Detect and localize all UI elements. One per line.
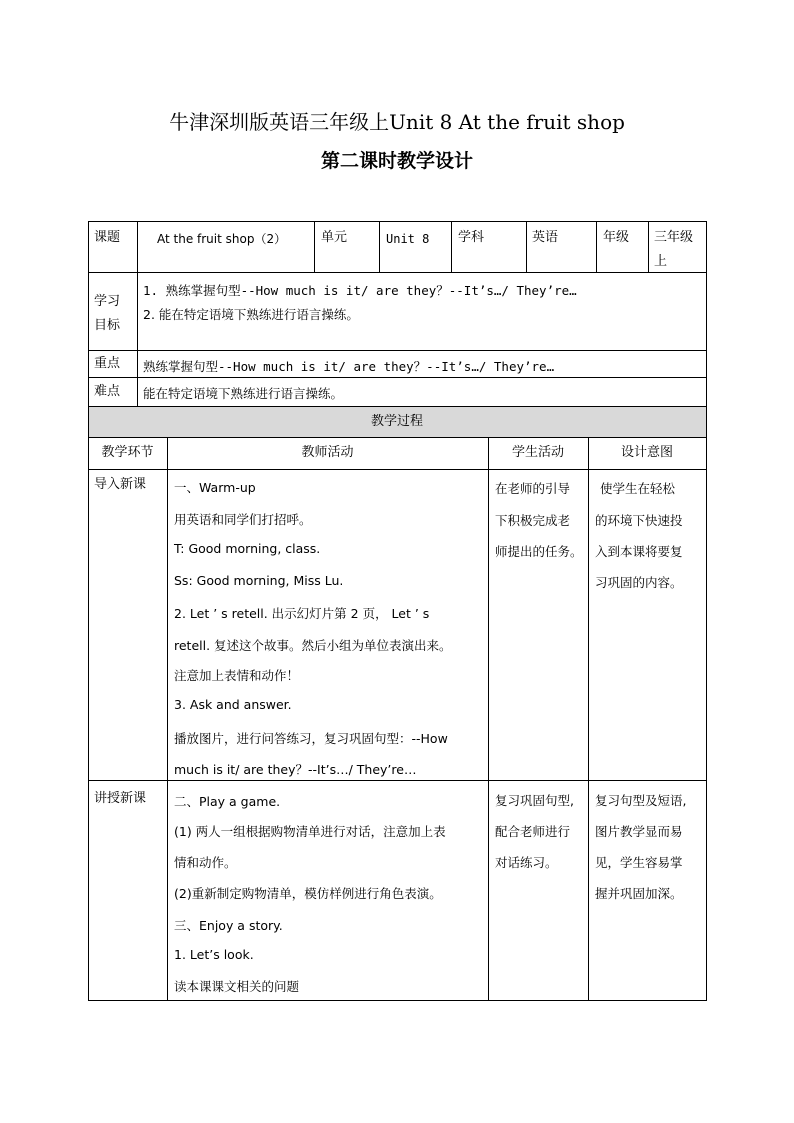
teacher-line: 读本课课文相关的问题 xyxy=(174,979,300,994)
intent-line: 习巩固的内容。 xyxy=(595,575,683,590)
goal-2: 2. 能在特定语境下熟练进行语言操练。 xyxy=(143,307,359,322)
goal-1: 1. 熟练掌握句型--How much is it/ are they？--It’s…/ They’re… xyxy=(143,283,577,298)
goals-label-line2: 目标 xyxy=(94,318,121,333)
student-line: 师提出的任务。 xyxy=(495,544,583,559)
teacher-line: 注意加上表情和动作！ xyxy=(174,668,300,683)
grade-value-line2: 上 xyxy=(654,254,668,269)
intent-line: 见，学生容易掌 xyxy=(595,855,683,870)
grade-label: 年级 xyxy=(603,230,630,245)
teacher-line: 一、Warm-up xyxy=(174,480,256,495)
teacher-line: (2)重新制定购物清单，模仿样例进行角色表演。 xyxy=(174,886,442,901)
document-title: 牛津深圳版英语三年级上Unit 8 At the fruit shop xyxy=(169,110,625,134)
teacher-line: 2. Let ’ s retell. 出示幻灯片第 2 页， Let ’ s xyxy=(174,606,430,621)
teacher-line: 1. Let’s look. xyxy=(174,947,254,962)
teacher-line: 3. Ask and answer. xyxy=(174,697,292,712)
process-header: 教学过程 xyxy=(370,414,423,429)
teacher-line: Ss: Good morning, Miss Lu. xyxy=(174,573,344,588)
unit-label: 单元 xyxy=(321,230,348,245)
goals-label-line1: 学习 xyxy=(94,294,121,309)
intent-line: 入到本课将要复 xyxy=(595,544,683,559)
intent-line: 的环境下快速投 xyxy=(595,513,683,528)
topic-value: At the fruit shop（2） xyxy=(157,232,287,246)
col-intent-header: 设计意图 xyxy=(620,445,673,460)
teacher-line: much is it/ are they？--It’s…/ They’re… xyxy=(174,762,417,777)
subject-value: 英语 xyxy=(532,230,559,245)
topic-label: 课题 xyxy=(94,230,121,245)
student-line: 配合老师进行 xyxy=(495,824,571,839)
intent-line: 握并巩固加深。 xyxy=(595,886,683,901)
student-line: 对话练习。 xyxy=(495,855,558,870)
difficulty-label: 难点 xyxy=(94,384,121,399)
subject-label: 学科 xyxy=(458,230,485,245)
student-line: 复习巩固句型, xyxy=(495,793,574,808)
teacher-line: retell. 复述这个故事。然后小组为单位表演出来。 xyxy=(174,638,452,653)
teacher-line: 二、Play a game. xyxy=(174,794,281,809)
student-line: 下积极完成老 xyxy=(495,513,571,528)
col-student-header: 学生活动 xyxy=(511,445,564,460)
teacher-line: 用英语和同学们打招呼。 xyxy=(174,512,312,527)
teacher-line: 情和动作。 xyxy=(174,855,237,870)
document-subtitle: 第二课时教学设计 xyxy=(320,150,473,172)
difficulty-value: 能在特定语境下熟练进行语言操练。 xyxy=(143,386,344,401)
key-label: 重点 xyxy=(94,356,121,371)
unit-value: Unit 8 xyxy=(386,232,430,246)
key-value: 熟练掌握句型--How much is it/ are they？--It’s…/ They’re… xyxy=(143,359,555,374)
intent-line: 复习句型及短语, xyxy=(595,793,687,808)
student-line: 在老师的引导 xyxy=(495,481,571,496)
col-stage-header: 教学环节 xyxy=(101,445,154,460)
teacher-line: 播放图片，进行问答练习，复习巩固句型：--How xyxy=(174,731,448,746)
stage-intro: 导入新课 xyxy=(94,477,147,492)
grade-value-line1: 三年级 xyxy=(654,230,694,245)
stage-new-lesson: 讲授新课 xyxy=(94,791,147,806)
teacher-line: T: Good morning, class. xyxy=(174,541,321,556)
teacher-line: 三、Enjoy a story. xyxy=(174,918,283,933)
teacher-line: (1) 两人一组根据购物清单进行对话，注意加上表 xyxy=(174,824,446,839)
intent-line: 使学生在轻松 xyxy=(600,481,676,496)
intent-line: 图片教学显而易 xyxy=(595,824,683,839)
col-teacher-header: 教师活动 xyxy=(301,445,354,460)
